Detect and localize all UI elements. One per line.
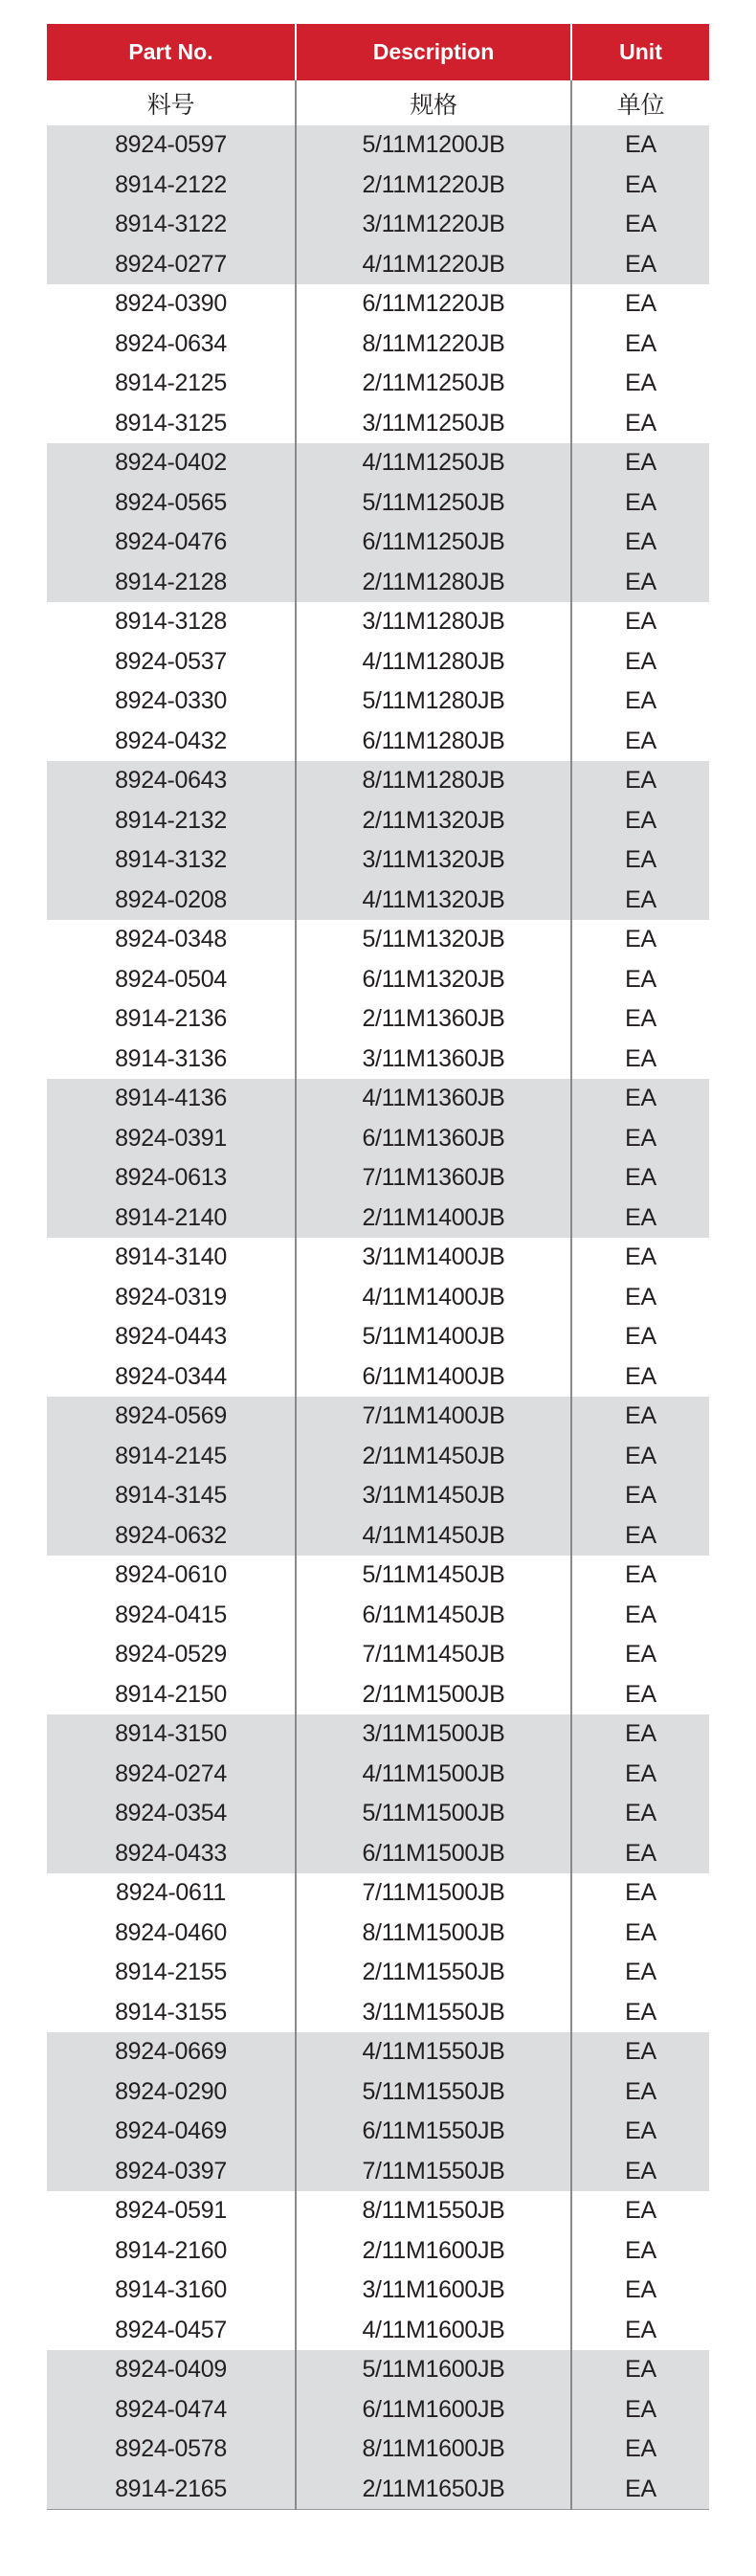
cell-unit: EA: [571, 1953, 709, 1993]
cell-part-no: 8914-3160: [115, 2276, 227, 2304]
cell-part-no: 8924-0402: [47, 443, 296, 483]
cell-unit: EA: [571, 1040, 709, 1080]
cell-unit: EA: [571, 1437, 709, 1477]
cell-unit: EA: [571, 364, 709, 404]
cell-unit: EA: [571, 840, 709, 881]
table-row: [47, 1516, 709, 1557]
table-row: [47, 801, 709, 841]
cell-unit: EA: [571, 2311, 709, 2351]
table-row: [47, 2231, 709, 2272]
cell-description: 7/11M1400JB: [296, 1397, 571, 1437]
table-row: [47, 2390, 709, 2430]
cell-unit: EA: [571, 1556, 709, 1596]
cell-unit: EA: [571, 1914, 709, 1954]
cell-unit: EA: [571, 1596, 709, 1636]
cell-description: 8/11M1500JB: [296, 1914, 571, 1954]
header-unit: Unit: [571, 24, 709, 80]
subheader-unit: 单位: [571, 80, 709, 125]
cell-description: 6/11M1400JB: [296, 1357, 571, 1398]
table-row: [47, 364, 709, 404]
table-row: [47, 960, 709, 1000]
table-row: [47, 1834, 709, 1874]
cell-unit: EA: [571, 325, 709, 365]
cell-part-no: 8924-0415: [115, 1601, 227, 1628]
cell-description: 6/11M1360JB: [296, 1119, 571, 1159]
cell-unit: EA: [571, 642, 709, 683]
table-header: [47, 24, 709, 80]
cell-unit: EA: [571, 1079, 709, 1119]
cell-description: 6/11M1220JB: [296, 284, 571, 325]
table-row: [47, 2112, 709, 2152]
table-row: [47, 1476, 709, 1516]
cell-part-no: 8924-0611: [115, 1879, 226, 1907]
cell-part-no: 8924-0274: [47, 1755, 296, 1795]
cell-description: 2/11M1220JB: [296, 166, 571, 206]
header-description: Description: [296, 24, 571, 80]
table-row: [47, 2350, 709, 2390]
cell-description: 3/11M1500JB: [296, 1714, 571, 1755]
cell-part-no: 8924-0344: [115, 1362, 227, 1390]
table-row: [47, 443, 709, 483]
cell-description: 2/11M1650JB: [296, 2470, 571, 2510]
cell-description: 3/11M1250JB: [296, 404, 571, 444]
cell-description: 4/11M1400JB: [296, 1278, 571, 1318]
table-row: [47, 1596, 709, 1636]
cell-unit: EA: [571, 1993, 709, 2033]
cell-description: 5/11M1320JB: [296, 920, 571, 960]
cell-unit: EA: [571, 2350, 709, 2390]
cell-unit: EA: [571, 125, 709, 166]
cell-unit: EA: [571, 1794, 709, 1834]
cell-part-no: 8914-3122: [47, 205, 296, 245]
cell-unit: EA: [571, 2470, 709, 2510]
table-row: [47, 2191, 709, 2231]
cell-unit: EA: [571, 284, 709, 325]
table-row: [47, 1040, 709, 1080]
cell-part-no: 8914-3155: [115, 1998, 227, 2026]
cell-unit: EA: [571, 1516, 709, 1557]
table-row: [47, 1238, 709, 1278]
table-row: [47, 1119, 709, 1159]
cell-part-no: 8924-0469: [47, 2112, 296, 2152]
table-row: [47, 1714, 709, 1755]
table-row: [47, 1158, 709, 1198]
table-row: [47, 840, 709, 881]
cell-unit: EA: [571, 682, 709, 722]
cell-unit: EA: [571, 205, 709, 245]
cell-part-no: 8914-2155: [115, 1959, 227, 1986]
cell-part-no: 8914-3145: [47, 1476, 296, 1516]
cell-unit: EA: [571, 2032, 709, 2072]
subheader-description: 规格: [296, 80, 571, 125]
table-row: [47, 2072, 709, 2113]
cell-part-no: 8924-0208: [47, 881, 296, 921]
cell-unit: EA: [571, 563, 709, 603]
cell-description: 6/11M1500JB: [296, 1834, 571, 1874]
cell-description: 4/11M1280JB: [296, 642, 571, 683]
table-row: [47, 404, 709, 444]
cell-part-no: 8914-2125: [115, 370, 227, 397]
cell-description: 2/11M1280JB: [296, 563, 571, 603]
table-row: [47, 325, 709, 365]
cell-unit: EA: [571, 1635, 709, 1675]
cell-description: 5/11M1400JB: [296, 1317, 571, 1357]
cell-unit: EA: [571, 2271, 709, 2311]
cell-unit: EA: [571, 761, 709, 801]
cell-description: 4/11M1220JB: [296, 245, 571, 285]
cell-description: 4/11M1600JB: [296, 2311, 571, 2351]
table-row: [47, 2430, 709, 2470]
cell-description: 6/11M1450JB: [296, 1596, 571, 1636]
cell-unit: EA: [571, 1119, 709, 1159]
cell-part-no: 8924-0476: [47, 523, 296, 563]
cell-unit: EA: [571, 2390, 709, 2430]
table-row: [47, 2152, 709, 2192]
cell-description: 4/11M1500JB: [296, 1755, 571, 1795]
cell-description: 5/11M1500JB: [296, 1794, 571, 1834]
cell-part-no: 8924-0565: [47, 483, 296, 524]
cell-description: 2/11M1450JB: [296, 1437, 571, 1477]
cell-description: 7/11M1500JB: [296, 1873, 571, 1914]
cell-description: 8/11M1600JB: [296, 2430, 571, 2470]
cell-part-no: 8924-0669: [47, 2032, 296, 2072]
parts-table-wrapper: [47, 24, 709, 2510]
cell-description: 2/11M1500JB: [296, 1675, 571, 1715]
cell-part-no: 8924-0433: [47, 1834, 296, 1874]
cell-unit: EA: [571, 1755, 709, 1795]
cell-part-no: 8924-0390: [115, 290, 227, 318]
cell-unit: EA: [571, 245, 709, 285]
cell-part-no: 8924-0529: [115, 1641, 227, 1669]
cell-description: 7/11M1450JB: [296, 1635, 571, 1675]
cell-description: 5/11M1280JB: [296, 682, 571, 722]
cell-part-no: 8924-0643: [47, 761, 296, 801]
cell-part-no: 8914-2160: [115, 2236, 227, 2264]
cell-part-no: 8924-0537: [115, 647, 227, 675]
table-row: [47, 1635, 709, 1675]
header-part-no: Part No.: [47, 24, 296, 80]
table-row: [47, 1794, 709, 1834]
cell-part-no: 8924-0391: [47, 1119, 296, 1159]
cell-part-no: 8914-3136: [115, 1044, 227, 1072]
table-row: [47, 1993, 709, 2033]
table-row: [47, 682, 709, 722]
cell-description: 7/11M1360JB: [296, 1158, 571, 1198]
cell-unit: EA: [571, 2112, 709, 2152]
cell-description: 6/11M1550JB: [296, 2112, 571, 2152]
cell-part-no: 8914-2128: [47, 563, 296, 603]
cell-unit: EA: [571, 166, 709, 206]
cell-part-no: 8914-3140: [115, 1243, 227, 1271]
table-row: [47, 1317, 709, 1357]
table-row: [47, 205, 709, 245]
cell-description: 2/11M1360JB: [296, 999, 571, 1040]
table-row: [47, 1755, 709, 1795]
table-row: [47, 1278, 709, 1318]
cell-unit: EA: [571, 999, 709, 1040]
cell-unit: EA: [571, 920, 709, 960]
cell-unit: EA: [571, 2152, 709, 2192]
cell-part-no: 8914-3128: [115, 608, 227, 636]
cell-part-no: 8914-2140: [47, 1198, 296, 1239]
table-row: [47, 1397, 709, 1437]
cell-part-no: 8924-0457: [115, 2316, 227, 2343]
cell-part-no: 8924-0348: [115, 926, 227, 953]
cell-description: 2/11M1600JB: [296, 2231, 571, 2272]
table-row: [47, 642, 709, 683]
table-row: [47, 563, 709, 603]
table-row: [47, 284, 709, 325]
cell-part-no: 8924-0610: [115, 1561, 227, 1589]
cell-unit: EA: [571, 960, 709, 1000]
cell-part-no: 8914-2145: [47, 1437, 296, 1477]
cell-description: 3/11M1220JB: [296, 205, 571, 245]
cell-part-no: 8914-4136: [47, 1079, 296, 1119]
cell-description: 6/11M1600JB: [296, 2390, 571, 2430]
cell-unit: EA: [571, 1873, 709, 1914]
cell-unit: EA: [571, 1357, 709, 1398]
cell-unit: EA: [571, 523, 709, 563]
table-row: [47, 1873, 709, 1914]
cell-part-no: 8914-2165: [47, 2470, 296, 2510]
cell-description: 6/11M1280JB: [296, 722, 571, 762]
cell-description: 8/11M1280JB: [296, 761, 571, 801]
table-row: [47, 2470, 709, 2510]
cell-part-no: 8924-0330: [115, 687, 227, 715]
cell-description: 3/11M1320JB: [296, 840, 571, 881]
cell-part-no: 8924-0632: [47, 1516, 296, 1557]
cell-part-no: 8924-0613: [47, 1158, 296, 1198]
table-row: [47, 1079, 709, 1119]
cell-description: 3/11M1550JB: [296, 1993, 571, 2033]
cell-unit: EA: [571, 2191, 709, 2231]
cell-unit: EA: [571, 404, 709, 444]
cell-description: 4/11M1550JB: [296, 2032, 571, 2072]
table-row: [47, 881, 709, 921]
cell-description: 5/11M1550JB: [296, 2072, 571, 2113]
table-row: [47, 1914, 709, 1954]
cell-part-no: 8914-3125: [115, 409, 227, 437]
cell-description: 6/11M1320JB: [296, 960, 571, 1000]
cell-description: 3/11M1450JB: [296, 1476, 571, 1516]
cell-unit: EA: [571, 1714, 709, 1755]
cell-unit: EA: [571, 1198, 709, 1239]
cell-unit: EA: [571, 1158, 709, 1198]
cell-part-no: 8924-0569: [47, 1397, 296, 1437]
table-body: [47, 80, 709, 2510]
cell-part-no: 8914-2136: [115, 1005, 227, 1033]
table-row: [47, 166, 709, 206]
table-row: [47, 1556, 709, 1596]
header-row: [47, 24, 709, 80]
cell-description: 4/11M1360JB: [296, 1079, 571, 1119]
table-row: [47, 602, 709, 642]
cell-part-no: 8924-0504: [115, 965, 227, 993]
cell-description: 5/11M1600JB: [296, 2350, 571, 2390]
cell-unit: EA: [571, 2231, 709, 2272]
table-row: [47, 245, 709, 285]
cell-unit: EA: [571, 483, 709, 524]
cell-part-no: 8924-0591: [115, 2197, 227, 2225]
cell-unit: EA: [571, 1397, 709, 1437]
table-row: [47, 2311, 709, 2351]
cell-description: 3/11M1360JB: [296, 1040, 571, 1080]
cell-part-no: 8924-0319: [115, 1283, 227, 1310]
cell-unit: EA: [571, 1675, 709, 1715]
table-row: [47, 920, 709, 960]
cell-description: 5/11M1200JB: [296, 125, 571, 166]
cell-description: 3/11M1280JB: [296, 602, 571, 642]
cell-part-no: 8924-0277: [47, 245, 296, 285]
cell-part-no: 8914-2122: [47, 166, 296, 206]
table-row: [47, 1198, 709, 1239]
table-row: [47, 1675, 709, 1715]
table-row: [47, 722, 709, 762]
cell-description: 5/11M1250JB: [296, 483, 571, 524]
cell-description: 8/11M1550JB: [296, 2191, 571, 2231]
table-row: [47, 483, 709, 524]
cell-part-no: 8924-0634: [115, 329, 227, 357]
table-row: [47, 761, 709, 801]
cell-description: 2/11M1320JB: [296, 801, 571, 841]
table-row: [47, 2271, 709, 2311]
cell-unit: EA: [571, 1317, 709, 1357]
cell-part-no: 8924-0443: [115, 1323, 227, 1351]
cell-unit: EA: [571, 2072, 709, 2113]
cell-description: 5/11M1450JB: [296, 1556, 571, 1596]
cell-unit: EA: [571, 722, 709, 762]
cell-part-no: 8914-2132: [47, 801, 296, 841]
cell-unit: EA: [571, 881, 709, 921]
cell-description: 2/11M1400JB: [296, 1198, 571, 1239]
subheader-row: [47, 80, 709, 125]
table-row: [47, 1357, 709, 1398]
cell-part-no: 8924-0397: [47, 2152, 296, 2192]
cell-part-no: 8914-3150: [47, 1714, 296, 1755]
table-row: [47, 125, 709, 166]
cell-part-no: 8924-0460: [115, 1918, 227, 1946]
cell-description: 3/11M1600JB: [296, 2271, 571, 2311]
cell-unit: EA: [571, 443, 709, 483]
cell-unit: EA: [571, 1238, 709, 1278]
cell-description: 8/11M1220JB: [296, 325, 571, 365]
cell-description: 2/11M1250JB: [296, 364, 571, 404]
cell-unit: EA: [571, 602, 709, 642]
cell-part-no: 8924-0578: [47, 2430, 296, 2470]
cell-part-no: 8914-2150: [115, 1680, 227, 1708]
cell-unit: EA: [571, 2430, 709, 2470]
cell-unit: EA: [571, 1834, 709, 1874]
cell-unit: EA: [571, 1476, 709, 1516]
table-row: [47, 1437, 709, 1477]
cell-part-no: 8924-0474: [47, 2390, 296, 2430]
cell-part-no: 8924-0409: [47, 2350, 296, 2390]
table-row: [47, 999, 709, 1040]
cell-description: 4/11M1250JB: [296, 443, 571, 483]
table-row: [47, 2032, 709, 2072]
parts-table: [47, 24, 709, 2510]
cell-description: 7/11M1550JB: [296, 2152, 571, 2192]
cell-part-no: 8924-0597: [47, 125, 296, 166]
cell-description: 3/11M1400JB: [296, 1238, 571, 1278]
cell-description: 4/11M1450JB: [296, 1516, 571, 1557]
cell-unit: EA: [571, 801, 709, 841]
cell-part-no: 8924-0290: [47, 2072, 296, 2113]
table-row: [47, 1953, 709, 1993]
subheader-part-no: 料号: [146, 90, 195, 119]
cell-description: 2/11M1550JB: [296, 1953, 571, 1993]
cell-description: 4/11M1320JB: [296, 881, 571, 921]
table-row: [47, 523, 709, 563]
cell-unit: EA: [571, 1278, 709, 1318]
cell-part-no: 8924-0354: [47, 1794, 296, 1834]
cell-description: 6/11M1250JB: [296, 523, 571, 563]
cell-part-no: 8924-0432: [115, 727, 227, 754]
cell-part-no: 8914-3132: [47, 840, 296, 881]
